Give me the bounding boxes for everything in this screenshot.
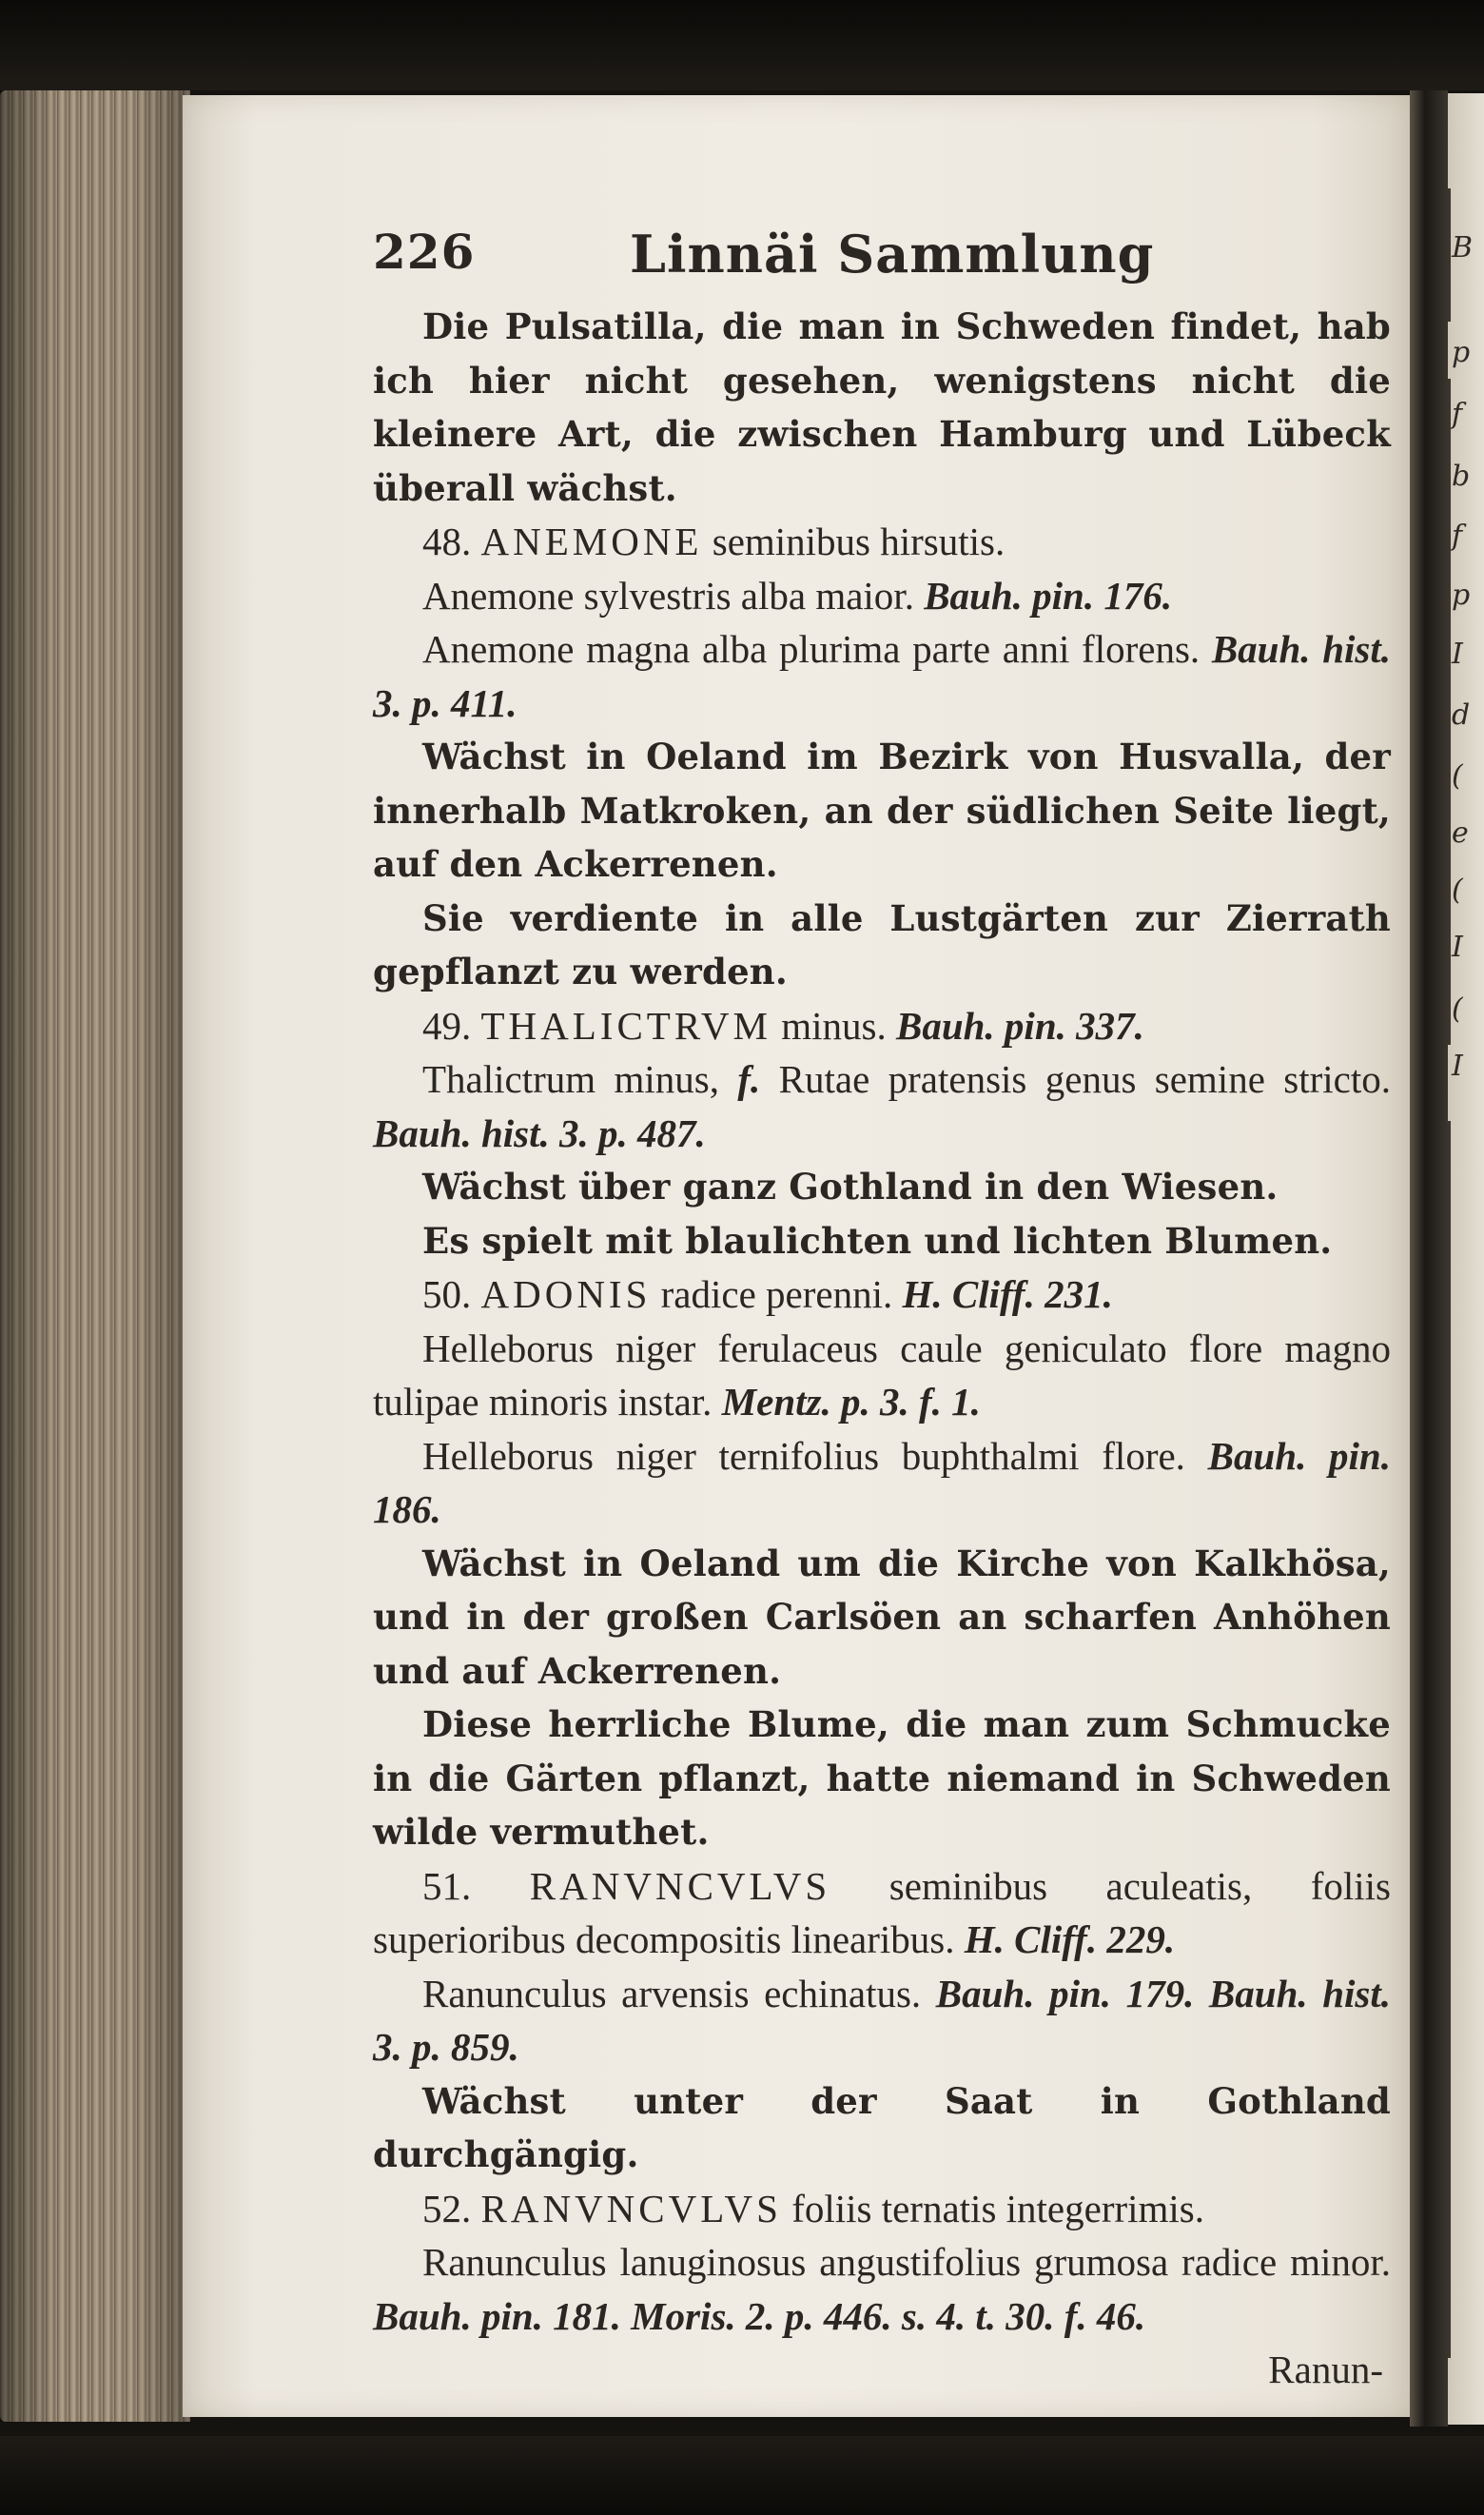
text-run: 52. — [422, 2186, 481, 2230]
text-run: foliis ternatis integerrimis. — [781, 2186, 1205, 2230]
german-paragraph: Diese herrliche Blume, die man zum Schmucke in die Gärten pflanzt, hatte niemand in Schweden wilde vermuthet. — [373, 1703, 1391, 1853]
citation: Bauh. pin. 337. — [895, 1003, 1144, 1048]
next-page-rule — [1448, 379, 1451, 1045]
latin-paragraph — [373, 2182, 1391, 2236]
next-page-fragment: B — [1452, 231, 1474, 265]
text-run: Helleborus niger ternifolius buphthalmi flore. — [422, 1433, 1208, 1478]
body-text — [373, 300, 1391, 2343]
text-run: seminibus aculeatis, foliis superioribus decompositis linearibus. — [373, 1863, 1392, 1961]
next-page-fragment: f — [1452, 520, 1463, 553]
text-run: radice perenni. — [651, 1272, 903, 1316]
citation: Bauh. pin. 179. Bauh. hist. 3. p. 859. — [373, 1971, 1391, 2069]
next-page-fragment: ( — [1452, 992, 1463, 1026]
next-page-rule — [1448, 188, 1451, 322]
latin-paragraph — [373, 622, 1391, 730]
citation: Bauh. pin. 181. Moris. 2. p. 446. s. 4. t. 30. f. 46. — [373, 2293, 1146, 2338]
bottom-shadow — [0, 2436, 1484, 2515]
text-run: Ranunculus lanuginosus angustifolius grumosa radice minor. — [422, 2240, 1391, 2284]
catchword: Ranun- — [1268, 2348, 1383, 2391]
text-run: 49. — [422, 1003, 481, 1048]
genus-name: THALICTRVM — [480, 1003, 771, 1048]
citation: Mentz. p. 3. f. 1. — [721, 1380, 981, 1424]
text-run: Anemone sylvestris alba maior. — [422, 573, 925, 618]
text-run: minus. — [771, 1003, 896, 1048]
latin-paragraph — [373, 999, 1391, 1053]
german-paragraph: Die Pulsatilla, die man in Schweden findet, hab ich hier nicht gesehen, wenigstens nicht die kleinere Art, die zwischen Hamburg und Lübeck überall wächst. — [373, 305, 1391, 509]
next-page-fragment: p — [1452, 336, 1471, 369]
latin-paragraph — [373, 1052, 1391, 1160]
german-paragraph: Wächst in Oeland im Bezirk von Husvalla, der innerhalb Matkroken, an der südlichen Seite liegt, auf den Ackerrenen. — [373, 736, 1391, 885]
text-run: seminibus hirsutis. — [702, 520, 1006, 563]
next-page-fragment: I — [1452, 638, 1463, 671]
next-page-fragment: I — [1452, 931, 1463, 964]
latin-paragraph — [373, 569, 1391, 623]
latin-paragraph — [373, 1322, 1391, 1429]
german-paragraph: Wächst unter der Saat in Gothland durchgängig. — [373, 2079, 1391, 2175]
latin-paragraph — [373, 1859, 1391, 1967]
german-paragraph: Es spielt mit blaulichten und lichten Blumen. — [422, 1219, 1333, 1262]
citation: H. Cliff. 231. — [902, 1272, 1113, 1316]
genus-name: ADONIS — [480, 1272, 652, 1316]
next-page-fragment: p — [1452, 579, 1471, 612]
genus-name: ANEMONE — [480, 520, 703, 563]
latin-paragraph — [373, 515, 1391, 569]
text-run: Rutae pratensis genus semine stricto. — [760, 1057, 1391, 1101]
latin-paragraph — [373, 2235, 1391, 2343]
text-run: 51. — [422, 1863, 530, 1908]
next-page-fragment: ( — [1452, 759, 1463, 793]
page-edges — [0, 90, 190, 2422]
next-page-edge — [1448, 93, 1484, 2425]
text-run: Thalictrum minus, — [422, 1057, 738, 1101]
text-run: 48. — [422, 520, 481, 563]
german-paragraph: Sie verdiente in alle Lustgärten zur Zierrath gepflanzt zu werden. — [373, 896, 1391, 992]
genus-name: RANVNCVLVS — [529, 1863, 831, 1908]
next-page-fragment: d — [1452, 698, 1471, 732]
citation: H. Cliff. 229. — [964, 1917, 1176, 1961]
genus-name: RANVNCVLVS — [480, 2186, 782, 2230]
citation: Bauh. pin. 176. — [924, 573, 1173, 618]
next-page-rule — [1448, 1121, 1451, 2358]
german-paragraph: Wächst über ganz Gothland in den Wiesen. — [422, 1166, 1279, 1208]
top-shadow — [0, 0, 1484, 90]
german-paragraph: Wächst in Oeland um die Kirche von Kalkhösa, und in der großen Carlsöen an scharfen Anhöhen und auf Ackerrenen. — [373, 1542, 1391, 1692]
latin-paragraph — [373, 1429, 1391, 1537]
next-page-fragment: I — [1452, 1050, 1463, 1083]
next-page-fragment: b — [1452, 460, 1471, 493]
next-page-fragment: ( — [1452, 874, 1463, 907]
citation: Bauh. pin. 186. — [373, 1433, 1391, 1531]
text-block — [373, 205, 1391, 2397]
citation: f. — [737, 1057, 761, 1101]
text-run: Ranunculus arvensis echinatus. — [422, 1971, 936, 2015]
latin-paragraph — [373, 1967, 1391, 2074]
next-page-fragment: f — [1452, 398, 1463, 431]
running-title: Linnäi Sammlung — [630, 224, 1155, 285]
text-run: 50. — [422, 1272, 481, 1316]
text-run: Anemone magna alba plurima parte anni florens. — [422, 627, 1212, 671]
citation: Bauh. hist. 3. p. 487. — [373, 1110, 706, 1155]
citation: Bauh. hist. 3. p. 411. — [373, 627, 1391, 725]
next-page-fragment: e — [1452, 816, 1469, 850]
page-number: 226 — [373, 224, 476, 280]
text-run: Helleborus niger ferulaceus caule geniculato flore magno tulipae minoris instar. — [373, 1326, 1391, 1424]
book-gutter — [1410, 90, 1448, 2427]
latin-paragraph — [373, 1267, 1391, 1322]
page-header — [373, 205, 1391, 300]
